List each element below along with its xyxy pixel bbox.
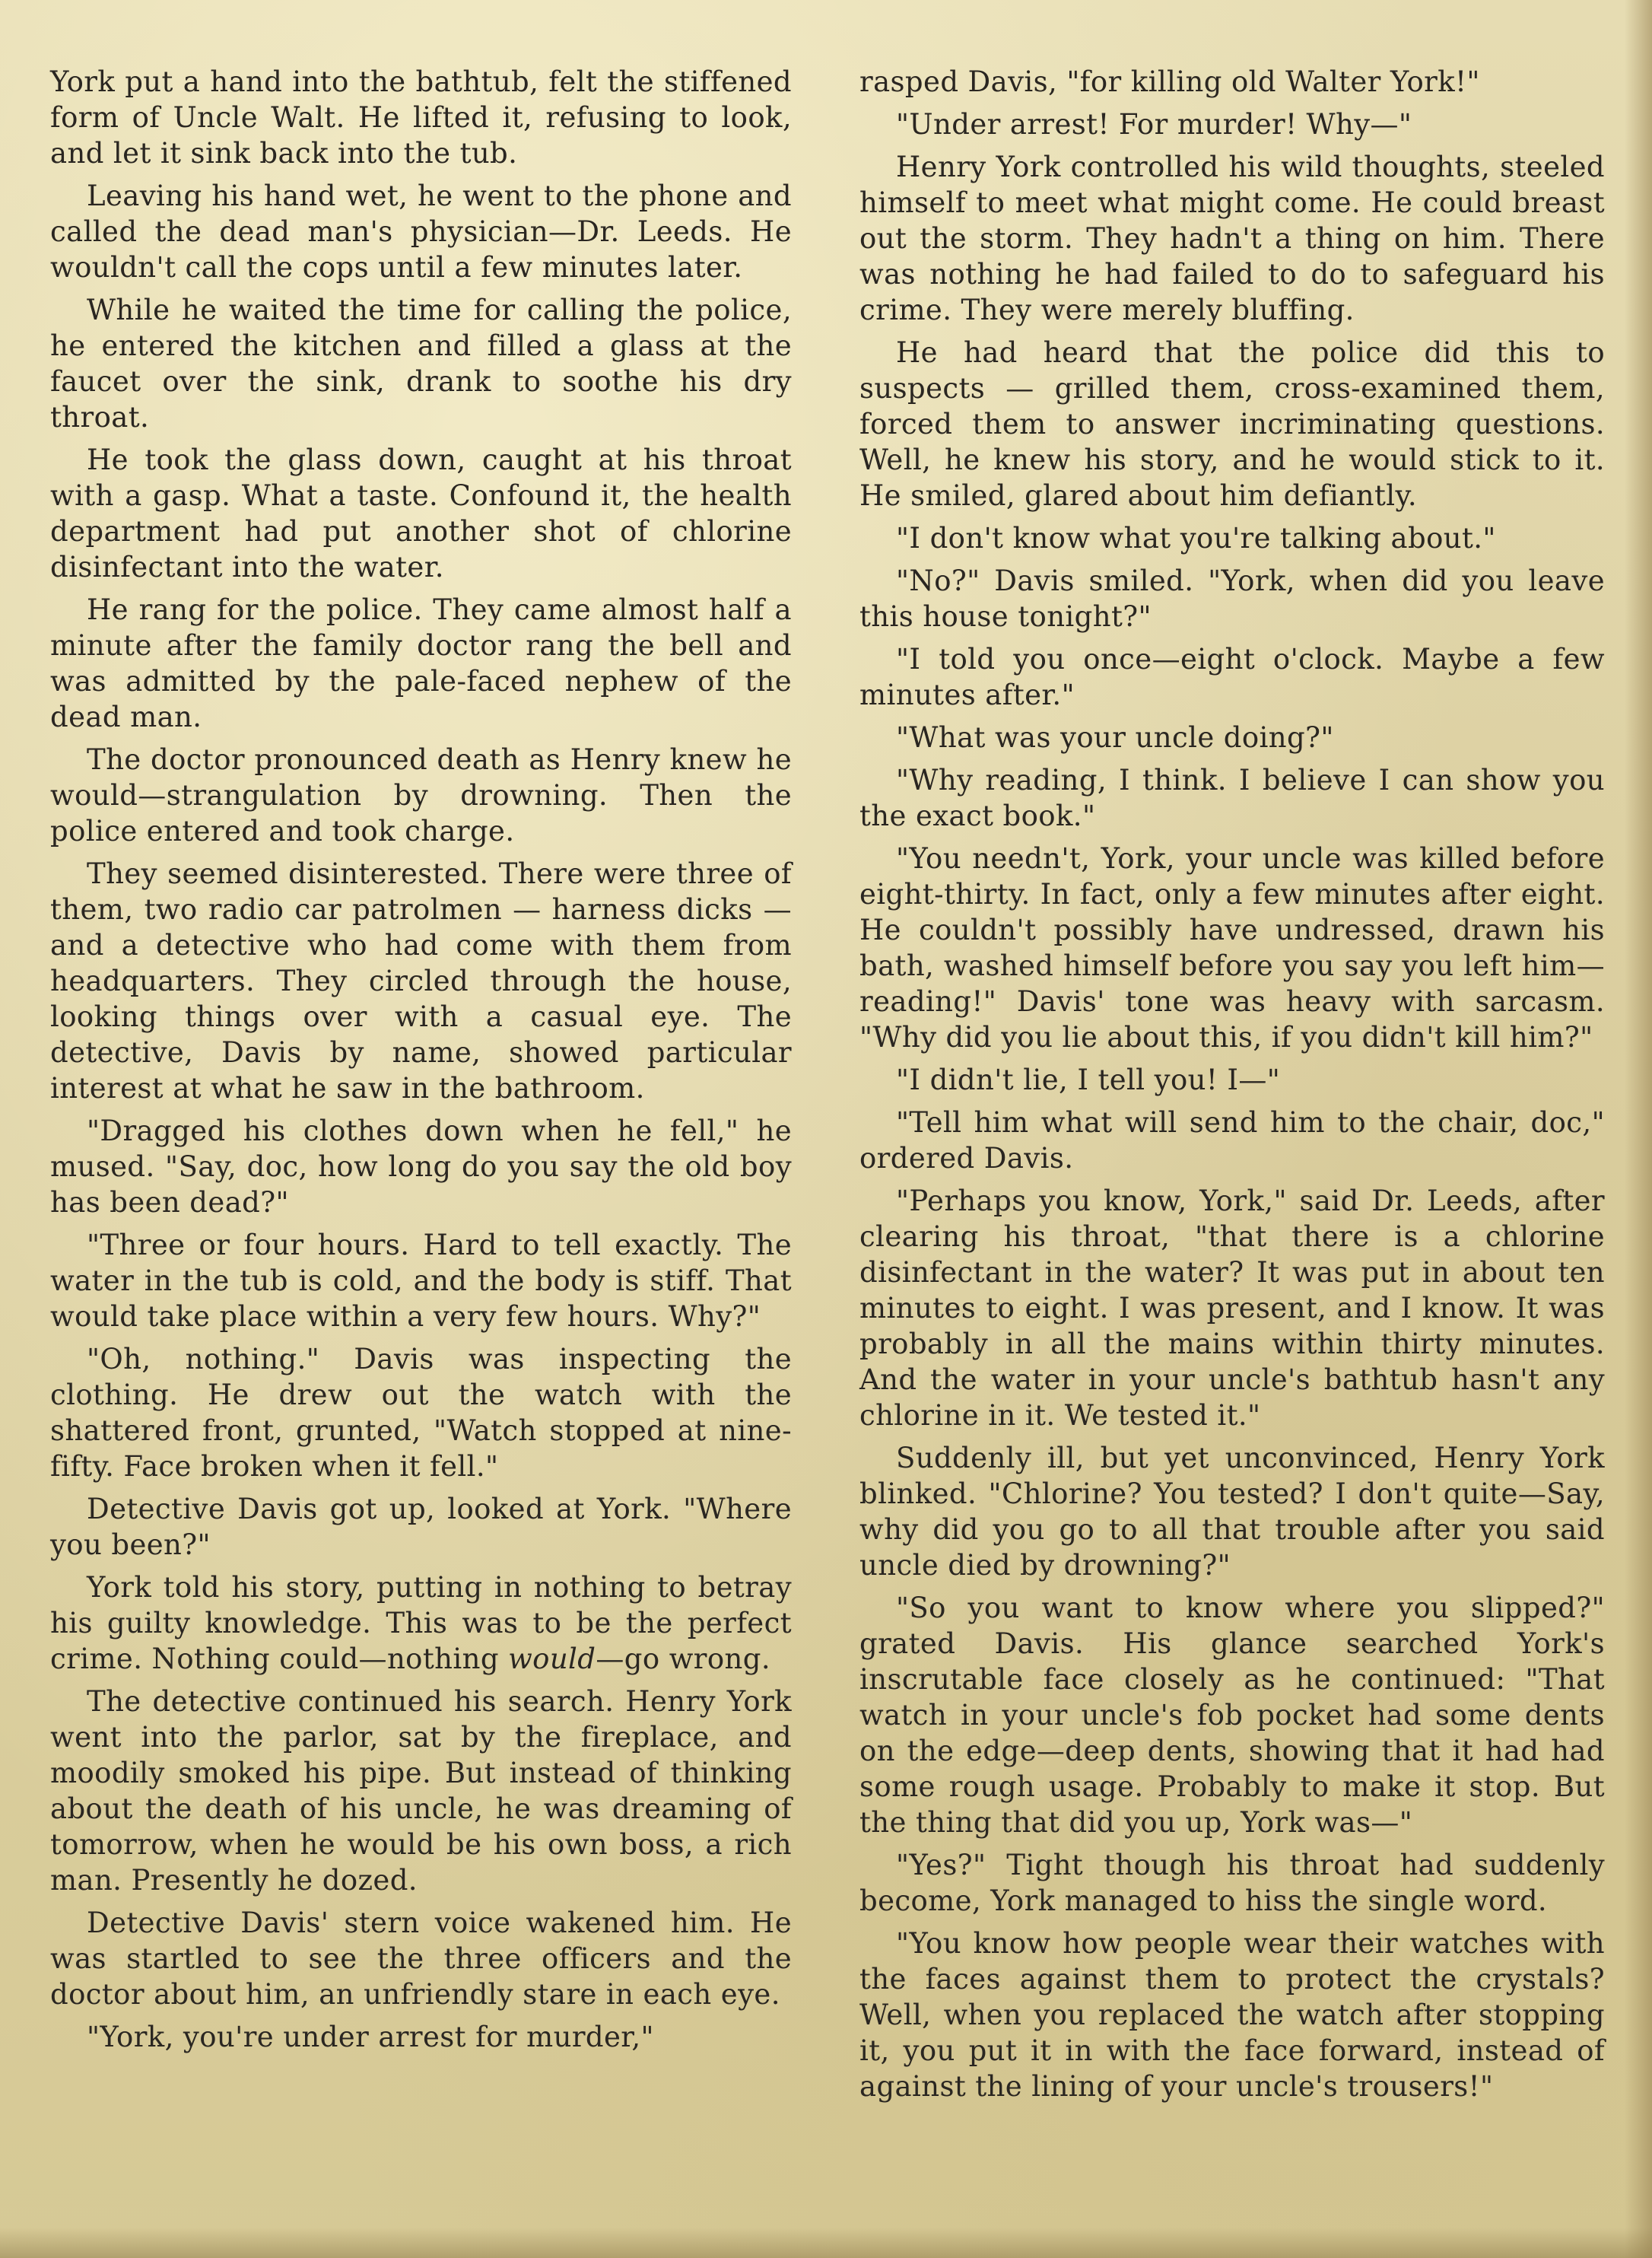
paragraph: "So you want to know where you slipped?" grated Davis. His glance searched York's inscrutable face closely as he continued: "That watch in your uncle's fob pocket had some dents on the edge—deep dents, showing that it had had some rough usage. Probably to make it stop. But the thing that did you up, York was—" xyxy=(859,1592,1605,1839)
paragraph: "York, you're under arrest for murder," xyxy=(87,2021,654,2053)
paragraph: "No?" Davis smiled. "York, when did you leave this house tonight?" xyxy=(859,564,1605,633)
paragraph: While he waited the time for calling the police, he entered the kitchen and filled a glass at the faucet over the sink, drank to soothe his dry throat. xyxy=(50,294,792,434)
paragraph-text: York told his story, putting in nothing to betray his guilty knowledge. This was to be the perfect crime. Nothing could—nothing xyxy=(50,1571,792,1675)
paragraph: Detective Davis got up, looked at York. "Where you been?" xyxy=(50,1493,792,1561)
left-column xyxy=(50,64,792,2062)
paragraph: They seemed disinterested. There were three of them, two radio car patrolmen — harness dicks — and a detective who had come with them from headquarters. They circled through the house, looking things over with a casual eye. The detective, Davis by name, showed particular interest at what he saw in the bathroom. xyxy=(50,857,792,1105)
paragraph: "Dragged his clothes down when he fell," he mused. "Say, doc, how long do you say the old boy has been dead?" xyxy=(50,1115,792,1219)
paragraph: "I didn't lie, I tell you! I—" xyxy=(896,1064,1281,1096)
paragraph: "I told you once—eight o'clock. Maybe a few minutes after." xyxy=(859,643,1605,711)
paragraph: "Tell him what will send him to the chair, doc," ordered Davis. xyxy=(859,1106,1605,1175)
paragraph: "You needn't, York, your uncle was killed before eight-thirty. In fact, only a few minutes after eight. He couldn't possibly have undressed, drawn his bath, washed himself before you say you left him—reading!" Davis' tone was heavy with sarcasm. "Why did you lie about this, if you didn't kill him?" xyxy=(859,842,1605,1054)
paragraph: Leaving his hand wet, he went to the phone and called the dead man's physician—Dr. Leeds. He wouldn't call the cops until a few minutes later. xyxy=(50,180,792,284)
paragraph: "Perhaps you know, York," said Dr. Leeds, after clearing his throat, "that there is a chlorine disinfectant in the water? It was put in about ten minutes to eight. I was present, and I know. It was probably in all the mains within thirty minutes. And the water in your uncle's bathtub hasn't any chlorine in it. We tested it." xyxy=(859,1185,1605,1432)
paragraph: "Under arrest! For murder! Why—" xyxy=(896,108,1412,141)
paragraph: The doctor pronounced death as Henry knew he would—strangulation by drowning. Then the police entered and took charge. xyxy=(50,743,792,848)
paragraph: "I don't know what you're talking about." xyxy=(896,522,1496,555)
paragraph: "Why reading, I think. I believe I can show you the exact book." xyxy=(859,764,1605,832)
paragraph: York put a hand into the bathtub, felt the stiffened form of Uncle Walt. He lifted it, refusing to look, and let it sink back into the tub. xyxy=(50,65,792,170)
paragraph: "Oh, nothing." Davis was inspecting the clothing. He drew out the watch with the shattered front, grunted, "Watch stopped at nine-fifty. Face broken when it fell." xyxy=(50,1343,792,1483)
paragraph: The detective continued his search. Henry York went into the parlor, sat by the fireplace, and moodily smoked his pipe. But instead of thinking about the death of his uncle, he was dreaming of tomorrow, when he would be his own boss, a rich man. Presently he dozed. xyxy=(50,1685,792,1897)
paragraph: "Three or four hours. Hard to tell exactly. The water in the tub is cold, and the body is stiff. That would take place within a very few hours. Why?" xyxy=(50,1229,792,1333)
page-edge-shadow xyxy=(1625,0,1652,2258)
paragraph: Henry York controlled his wild thoughts, steeled himself to meet what might come. He could breast out the storm. They hadn't a thing on him. There was nothing he had failed to do to safeguard his crime. They were merely bluffing. xyxy=(859,151,1605,326)
paragraph-text: —go wrong. xyxy=(596,1643,771,1675)
paragraph: "You know how people wear their watches with the faces against them to protect the crystals? Well, when you replaced the watch after stopping it, you put it in with the face forward, instead of against the lining of your uncle's trousers!" xyxy=(859,1927,1605,2103)
right-column xyxy=(859,64,1605,2111)
paragraph: Detective Davis' stern voice wakened him. He was startled to see the three officers and the doctor about him, an unfriendly stare in each eye. xyxy=(50,1907,792,2011)
paragraph: He had heard that the police did this to suspects — grilled them, cross-examined them, forced them to answer incriminating questions. Well, he knew his story, and he would stick to it. He smiled, glared about him defiantly. xyxy=(859,336,1605,512)
paragraph: He rang for the police. They came almost half a minute after the family doctor rang the bell and was admitted by the pale-faced nephew of the dead man. xyxy=(50,593,792,733)
paragraph: He took the glass down, caught at his throat with a gasp. What a taste. Confound it, the health department had put another shot of chlorine disinfectant into the water. xyxy=(50,444,792,584)
paragraph: "What was your uncle doing?" xyxy=(896,721,1334,754)
paragraph: rasped Davis, "for killing old Walter York!" xyxy=(859,65,1480,98)
paragraph xyxy=(50,1569,792,1677)
page-bottom-shadow xyxy=(0,2228,1652,2258)
emphasized-word: would xyxy=(508,1643,596,1675)
paragraph: "Yes?" Tight though his throat had suddenly become, York managed to hiss the single word. xyxy=(859,1849,1605,1917)
paragraph: Suddenly ill, but yet unconvinced, Henry York blinked. "Chlorine? You tested? I don't quite—Say, why did you go to all that trouble after you said uncle died by drowning?" xyxy=(859,1442,1605,1582)
